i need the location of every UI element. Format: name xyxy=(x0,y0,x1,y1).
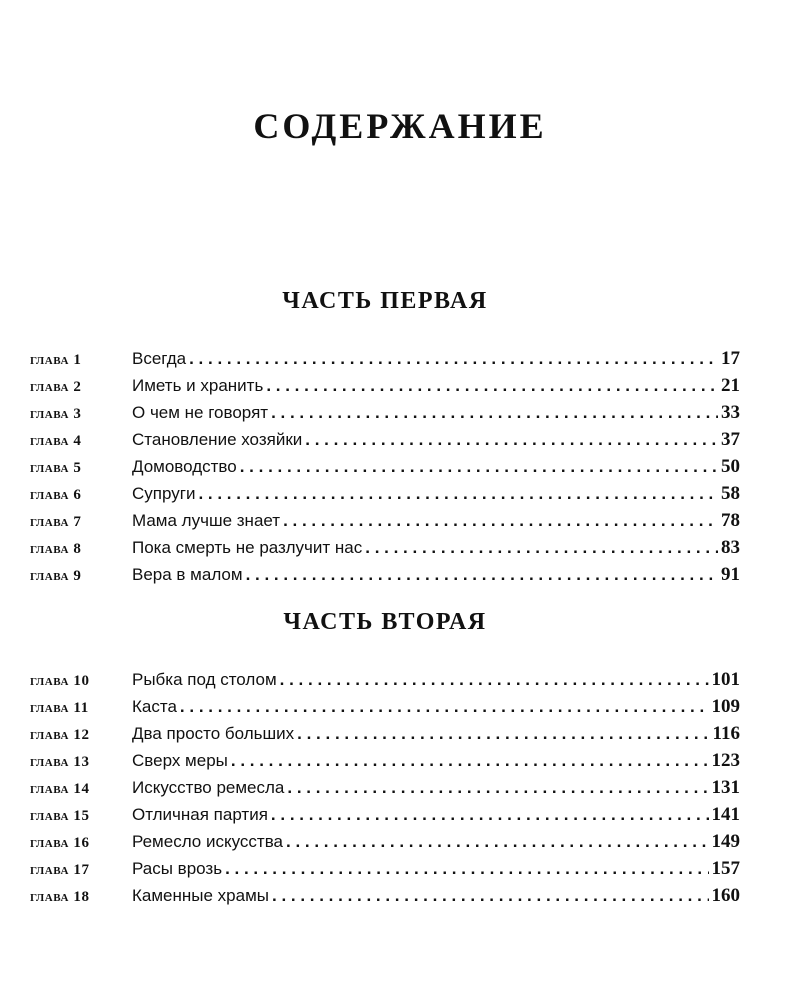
part-one xyxy=(30,286,740,588)
page-number: 157 xyxy=(711,858,740,879)
toc-entry[interactable] xyxy=(30,747,740,774)
chapter-title: Ремесло искусства xyxy=(132,832,283,851)
chapter-title: Всегда xyxy=(132,349,187,368)
chapter-title: Мама лучше знает xyxy=(132,511,281,530)
chapter-label: глава 12 xyxy=(30,727,90,743)
dot-leader xyxy=(365,534,718,561)
chapter-label: глава 16 xyxy=(30,835,90,851)
chapter-label: глава 17 xyxy=(30,862,90,878)
dot-leader xyxy=(225,855,708,882)
page-number: 17 xyxy=(721,348,740,369)
toc-entry[interactable] xyxy=(30,453,740,480)
dot-leader xyxy=(297,720,709,747)
chapter-label: глава 10 xyxy=(30,673,90,689)
page-number: 131 xyxy=(711,777,740,798)
chapter-label: глава 13 xyxy=(30,754,90,770)
chapter-label: глава 15 xyxy=(30,808,90,824)
dot-leader xyxy=(246,561,718,588)
chapter-label: глава 6 xyxy=(30,487,82,503)
chapter-title: Отличная партия xyxy=(132,805,268,824)
toc-entry[interactable] xyxy=(30,666,740,693)
chapter-title: Становление хозяйки xyxy=(132,430,303,449)
part-two xyxy=(30,607,740,909)
toc-entry[interactable] xyxy=(30,720,740,747)
contents-title: СОДЕРЖАНИЕ xyxy=(253,106,547,146)
chapter-label: глава 5 xyxy=(30,460,82,476)
toc-entry[interactable] xyxy=(30,882,740,909)
chapter-title: Домоводство xyxy=(132,457,237,476)
chapter-title: Каста xyxy=(132,697,177,716)
chapter-title: Иметь и хранить xyxy=(132,376,264,395)
dot-leader xyxy=(271,399,718,426)
page-number: 37 xyxy=(721,429,740,450)
chapter-label: глава 8 xyxy=(30,541,82,557)
toc-entry[interactable] xyxy=(30,693,740,720)
chapter-label: глава 18 xyxy=(30,889,90,905)
page-number: 123 xyxy=(711,750,740,771)
chapter-title: Каменные храмы xyxy=(132,886,269,905)
dot-leader xyxy=(280,666,709,693)
dot-leader xyxy=(286,828,709,855)
toc-entry[interactable] xyxy=(30,855,740,882)
dot-leader xyxy=(283,507,718,534)
page-number: 91 xyxy=(721,564,740,585)
toc-entry[interactable] xyxy=(30,372,740,399)
dot-leader xyxy=(271,801,709,828)
toc-entry[interactable] xyxy=(30,507,740,534)
dot-leader xyxy=(231,747,709,774)
part-heading: ЧАСТЬ ПЕРВАЯ xyxy=(282,288,488,314)
toc-entry[interactable] xyxy=(30,399,740,426)
page-number: 50 xyxy=(721,456,740,477)
chapter-title: О чем не говорят xyxy=(132,403,269,422)
chapter-label: глава 7 xyxy=(30,514,82,530)
chapter-title: Супруги xyxy=(132,484,196,503)
chapter-label: глава 14 xyxy=(30,781,90,797)
page-number: 83 xyxy=(721,537,740,558)
chapter-title: Вера в малом xyxy=(132,565,243,584)
toc-entry[interactable] xyxy=(30,828,740,855)
chapter-label: глава 2 xyxy=(30,379,82,395)
dot-leader xyxy=(180,693,709,720)
toc-entry[interactable] xyxy=(30,426,740,453)
toc-entry[interactable] xyxy=(30,774,740,801)
toc-entry[interactable] xyxy=(30,345,740,372)
chapter-title: Расы врозь xyxy=(132,859,223,878)
page-number: 21 xyxy=(721,375,740,396)
page-number: 78 xyxy=(721,510,740,531)
chapter-title: Искусство ремесла xyxy=(132,778,285,797)
chapter-label: глава 4 xyxy=(30,433,82,449)
page-number: 149 xyxy=(711,831,740,852)
page-number: 116 xyxy=(712,723,740,744)
toc-list xyxy=(30,345,740,588)
page-number: 58 xyxy=(721,483,740,504)
part-heading: ЧАСТЬ ВТОРАЯ xyxy=(283,609,487,635)
toc-entry[interactable] xyxy=(30,534,740,561)
page-number: 160 xyxy=(711,885,740,906)
dot-leader xyxy=(198,480,718,507)
dot-leader xyxy=(266,372,718,399)
chapter-label: глава 1 xyxy=(30,352,82,368)
dot-leader xyxy=(240,453,718,480)
dot-leader xyxy=(272,882,709,909)
page-number: 101 xyxy=(711,669,740,690)
toc-entry[interactable] xyxy=(30,480,740,507)
dot-leader xyxy=(189,345,718,372)
chapter-title: Сверх меры xyxy=(132,751,228,770)
chapter-title: Пока смерть не разлучит нас xyxy=(132,538,363,557)
toc-entry[interactable] xyxy=(30,801,740,828)
page-number: 109 xyxy=(711,696,740,717)
toc-list xyxy=(30,666,740,909)
chapter-label: глава 11 xyxy=(30,700,89,716)
page-number: 141 xyxy=(711,804,740,825)
chapter-title: Рыбка под столом xyxy=(132,670,277,689)
toc-entry[interactable] xyxy=(30,561,740,588)
chapter-title: Два просто больших xyxy=(132,724,295,743)
dot-leader xyxy=(287,774,708,801)
page-number: 33 xyxy=(721,402,740,423)
chapter-label: глава 3 xyxy=(30,406,82,422)
chapter-label: глава 9 xyxy=(30,568,82,584)
dot-leader xyxy=(305,426,718,453)
